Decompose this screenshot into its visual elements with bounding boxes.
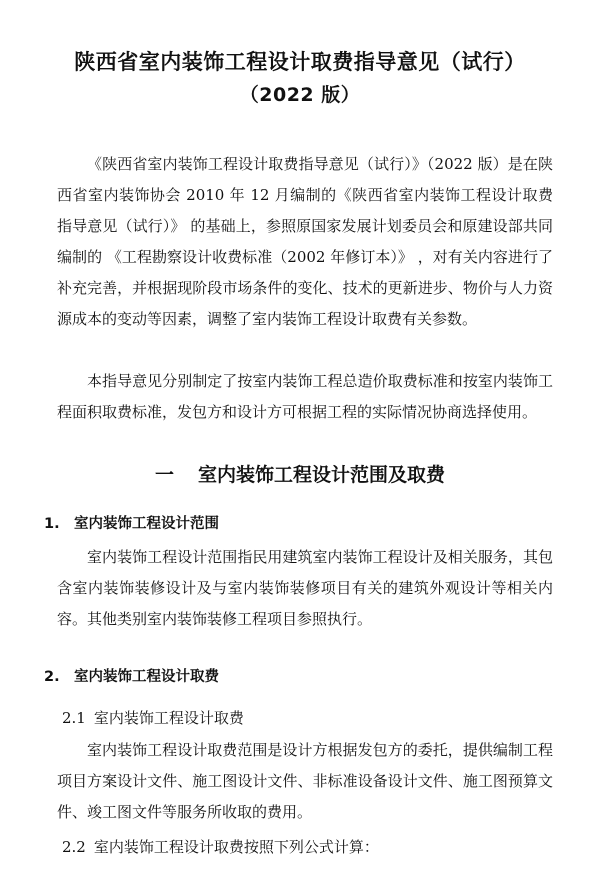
section-heading xyxy=(0,460,600,487)
subitem-2-1-title: 室内装饰工程设计取费 xyxy=(93,709,244,727)
document-title: 陕西省室内装饰工程设计取费指导意见（试行） xyxy=(74,50,526,74)
subitem-2-2-heading xyxy=(62,836,379,857)
item-2-heading xyxy=(44,665,219,686)
intro-paragraph-2: 本指导意见分别制定了按室内装饰工程总造价取费标准和按室内装饰工程面积取费标准，发包方和设计方可根据工程的实际情况协商选择使用。 xyxy=(57,372,553,421)
subitem-2-1-body: 室内装饰工程设计取费范围是设计方根据发包方的委托，提供编制工程项目方案设计文件、施工图设计文件、非标准设备设计文件、施工图预算文件、竣工图文件等服务所收取的费用。 xyxy=(57,741,553,821)
subitem-2-1-number: 2.1 xyxy=(62,709,86,727)
intro-paragraph-1: 《陕西省室内装饰工程设计取费指导意见（试行）》（2022 版）是在陕西省室内装饰协会 2010 年 12 月编制的《陕西省室内装饰工程设计取费指导意见（试行）》 的基础上，参照原国家发展计划委员会和原建设部共同编制的 《工程勘察设计收费标准（2002 年修订本）》 ，对有关内容进行了补充完善，并根据现阶段市场条件的变化、技术的更新进步、物价与人力资源成本的变动等因素，调整了室内装饰工程设计取费有关参数。 xyxy=(57,155,553,328)
subitem-2-1-heading xyxy=(62,707,244,728)
section-number: 一 xyxy=(154,464,174,486)
item-1-title: 室内装饰工程设计范围 xyxy=(74,516,219,532)
item-1-number: 1. xyxy=(44,516,60,532)
item-2-number: 2. xyxy=(44,669,60,685)
document-edition: （2022 版） xyxy=(239,84,361,106)
subitem-2-2-number: 2.2 xyxy=(62,838,86,856)
item-1-heading xyxy=(44,512,219,533)
subitem-2-2-title: 室内装饰工程设计取费按照下列公式计算： xyxy=(93,838,379,856)
section-title: 室内装饰工程设计范围及取费 xyxy=(198,464,446,486)
item-2-title: 室内装饰工程设计取费 xyxy=(74,669,219,685)
item-1-body: 室内装饰工程设计范围指民用建筑室内装饰工程设计及相关服务，其包含室内装饰装修设计及与室内装饰装修项目有关的建筑外观设计等相关内容。其他类别室内装饰装修工程项目参照执行。 xyxy=(57,548,553,628)
